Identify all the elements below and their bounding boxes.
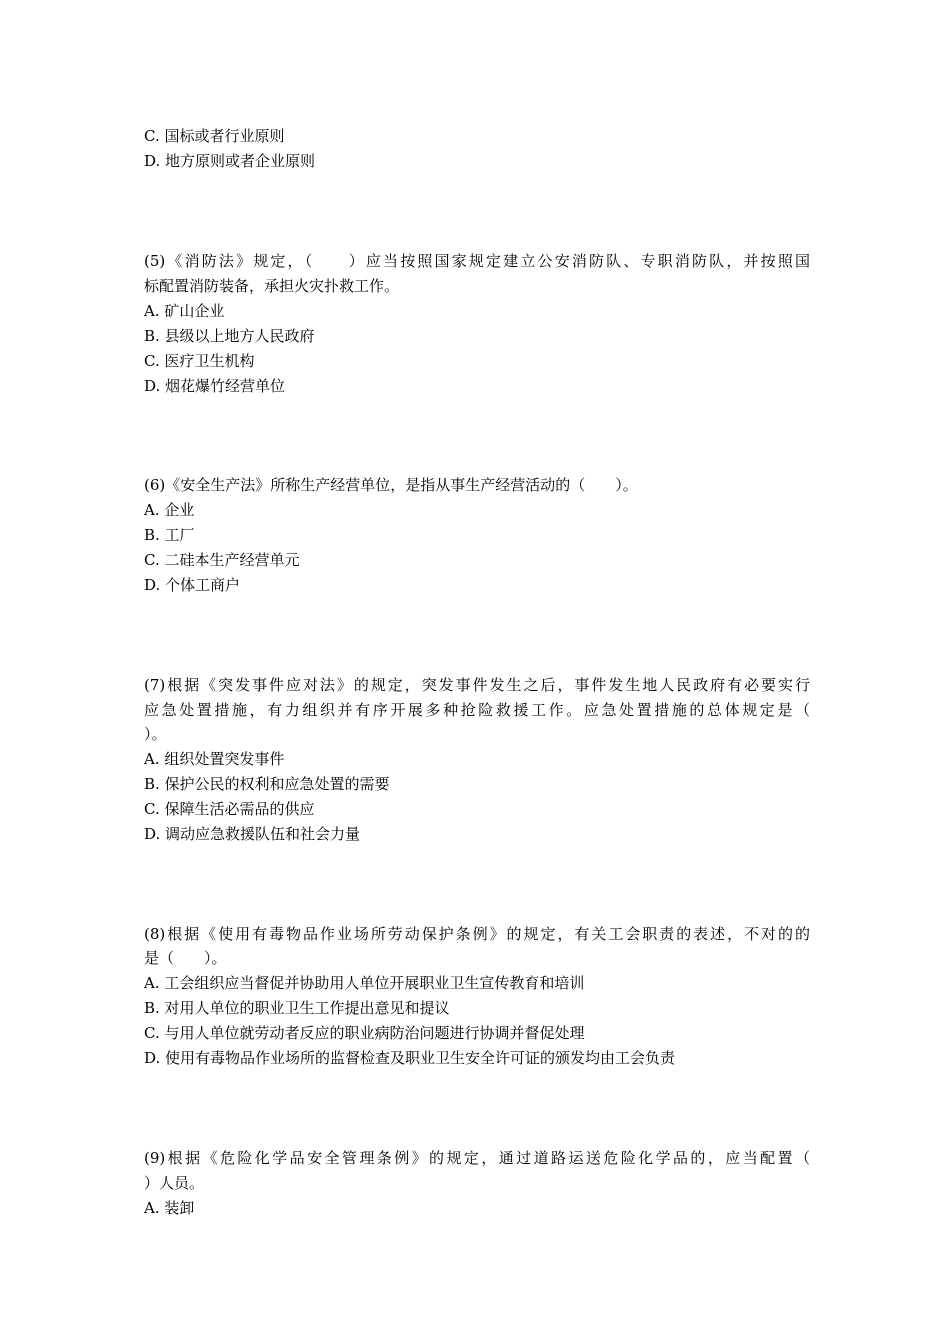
question-7-option-a: A. 组织处置突发事件 (144, 750, 285, 768)
question-6-option-b: B. 工厂 (144, 526, 195, 544)
option-line: C. 国标或者行业原则 (144, 127, 285, 145)
question-7-option-d: D. 调动应急救援队伍和社会力量 (144, 825, 361, 843)
question-5-option-d: D. 烟花爆竹经营单位 (144, 377, 286, 395)
question-7-text: 应急处置措施，有力组织并有序开展多种抢险救援工作。应急处置措施的总体规定是（ (144, 701, 810, 719)
question-6-option-c: C. 二硅本生产经营单元 (144, 551, 300, 569)
question-7-text: (7)根据《突发事件应对法》的规定，突发事件发生之后，事件发生地人民政府有必要实行 (144, 676, 810, 694)
question-9-text: (9)根据《危险化学品安全管理条例》的规定，通过道路运送危险化学品的，应当配置（ (144, 1149, 810, 1167)
question-5-text: (5)《消防法》规定，（ ）应当按照国家规定建立公安消防队、专职消防队，并按照国 (144, 252, 810, 270)
question-6-option-d: D. 个体工商户 (144, 576, 241, 594)
option-line: D. 地方原则或者企业原则 (144, 152, 316, 170)
question-6-option-a: A. 企业 (144, 501, 195, 519)
question-8-text: (8)根据《使用有毒物品作业场所劳动保护条例》的规定，有关工会职责的表述，不对的的 (144, 925, 810, 943)
question-8-text: 是（ ）。 (144, 949, 227, 967)
question-6-text: (6)《安全生产法》所称生产经营单位，是指从事生产经营活动的（ ）。 (144, 476, 638, 494)
question-8-option-b: B. 对用人单位的职业卫生工作提出意见和提议 (144, 999, 450, 1017)
question-9-option-a: A. 装卸 (144, 1199, 195, 1217)
question-9-text: ）人员。 (144, 1174, 205, 1192)
question-8-option-a: A. 工会组织应当督促并协助用人单位开展职业卫生宣传教育和培训 (144, 974, 585, 992)
question-7-option-b: B. 保护公民的权利和应急处置的需要 (144, 775, 390, 793)
question-7-option-c: C. 保障生活必需品的供应 (144, 800, 315, 818)
question-8-option-c: C. 与用人单位就劳动者反应的职业病防治问题进行协调并督促处理 (144, 1024, 585, 1042)
question-7-text: ）。 (144, 725, 167, 743)
question-5-option-a: A. 矿山企业 (144, 302, 225, 320)
question-5-option-c: C. 医疗卫生机构 (144, 352, 255, 370)
question-8-option-d: D. 使用有毒物品作业场所的监督检查及职业卫生安全许可证的颁发均由工会负责 (144, 1049, 676, 1067)
question-5-option-b: B. 县级以上地方人民政府 (144, 327, 315, 345)
question-5-text: 标配置消防装备，承担火灾扑救工作。 (144, 277, 400, 295)
